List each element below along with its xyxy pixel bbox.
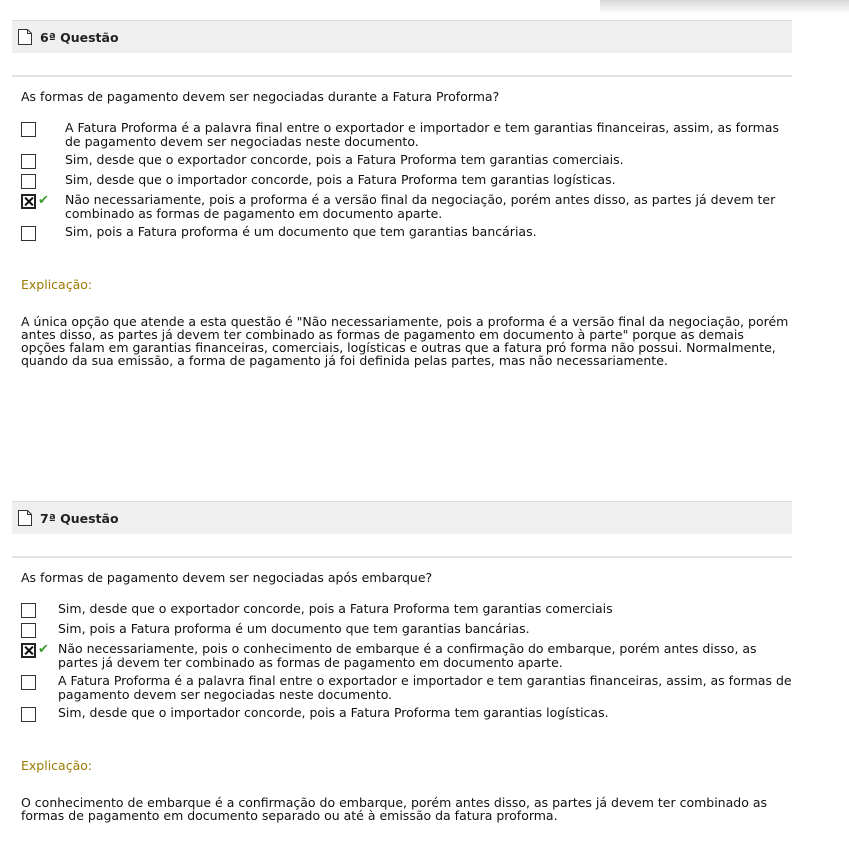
question-header — [12, 501, 792, 534]
explanation-text: O conhecimento de embarque é a confirmação do embarque, porém antes disso, as partes já devem ter combinado as formas de pagamento em documento separado ou até à emissão da fatura proforma. — [21, 795, 767, 823]
option[interactable] — [21, 622, 792, 638]
option-text: Sim, desde que o exportador concorde, pois a Fatura Proforma tem garantias comerciais. — [65, 152, 624, 167]
checkbox[interactable] — [21, 154, 36, 169]
explanation-label: Explicação: — [21, 277, 93, 292]
question-text: As formas de pagamento devem ser negociadas após embarque? — [21, 570, 433, 585]
question-header — [12, 20, 792, 53]
option[interactable] — [21, 121, 792, 149]
option-text: Não necessariamente, pois a proforma é a versão final da negociação, porém antes disso, as partes já devem ter combinado as formas de pagamento em documento aparte. — [65, 192, 776, 221]
divider — [12, 556, 792, 558]
top-shadow — [600, 0, 849, 14]
x-checkbox-icon[interactable] — [21, 643, 36, 658]
checkbox[interactable] — [21, 707, 36, 722]
checkbox[interactable] — [21, 174, 36, 189]
check-icon: ✔ — [38, 642, 49, 657]
checkbox[interactable] — [21, 122, 36, 137]
checkbox[interactable] — [21, 675, 36, 690]
question-title: 6ª Questão — [40, 29, 119, 45]
option-selected[interactable] — [21, 642, 792, 670]
checkbox[interactable] — [21, 623, 36, 638]
option[interactable] — [21, 706, 792, 722]
explanation-label: Explicação: — [21, 758, 93, 773]
checkbox[interactable] — [21, 603, 36, 618]
option[interactable] — [21, 153, 792, 169]
options-list — [12, 602, 792, 722]
question-text: As formas de pagamento devem ser negociadas durante a Fatura Proforma? — [21, 89, 500, 104]
checkbox[interactable] — [21, 226, 36, 241]
option-text: Sim, desde que o importador concorde, pois a Fatura Proforma tem garantias logísticas. — [65, 172, 616, 187]
explanation-text: A única opção que atende a esta questão é "Não necessariamente, pois a proforma é a versão final da negociação, porém antes disso, as partes já devem ter combinado as formas de pagamento em documento à parte" porque as demais opções falam em garantias financeiras, comerciais, logísticas e outras que a fatura pró forma não possui. Normalmente, quando da sua emissão, a forma de pagamento já foi definida pelas partes, mas não necessariamente. — [21, 314, 789, 368]
option[interactable] — [21, 602, 792, 618]
option-text: Sim, desde que o exportador concorde, pois a Fatura Proforma tem garantias comerciais — [58, 601, 613, 616]
option-text: Sim, pois a Fatura proforma é um documento que tem garantias bancárias. — [65, 224, 537, 239]
option-text: Sim, pois a Fatura proforma é um documento que tem garantias bancárias. — [58, 621, 530, 636]
option-text: A Fatura Proforma é a palavra final entre o exportador e importador e tem garantias financeiras, assim, as formas de pagamento devem ser negociadas neste documento. — [58, 673, 792, 702]
divider — [12, 75, 792, 77]
option-text: Não necessariamente, pois o conhecimento de embarque é a confirmação do embarque, porém antes disso, as partes já devem ter combinado as formas de pagamento em documento aparte. — [58, 641, 757, 670]
options-list — [12, 121, 792, 241]
question-6 — [12, 20, 792, 367]
page-icon — [18, 510, 32, 526]
option-text: A Fatura Proforma é a palavra final entre o exportador e importador e tem garantias financeiras, assim, as formas de pagamento devem ser negociadas neste documento. — [65, 120, 779, 149]
option[interactable] — [21, 173, 792, 189]
page-icon — [18, 29, 32, 45]
option[interactable] — [21, 225, 792, 241]
option-selected[interactable] — [21, 193, 792, 221]
question-title: 7ª Questão — [40, 510, 119, 526]
option[interactable] — [21, 674, 792, 702]
check-icon: ✔ — [38, 193, 49, 208]
x-checkbox-icon[interactable] — [21, 194, 36, 209]
question-7 — [12, 501, 792, 822]
option-text: Sim, desde que o importador concorde, pois a Fatura Proforma tem garantias logísticas. — [58, 705, 609, 720]
